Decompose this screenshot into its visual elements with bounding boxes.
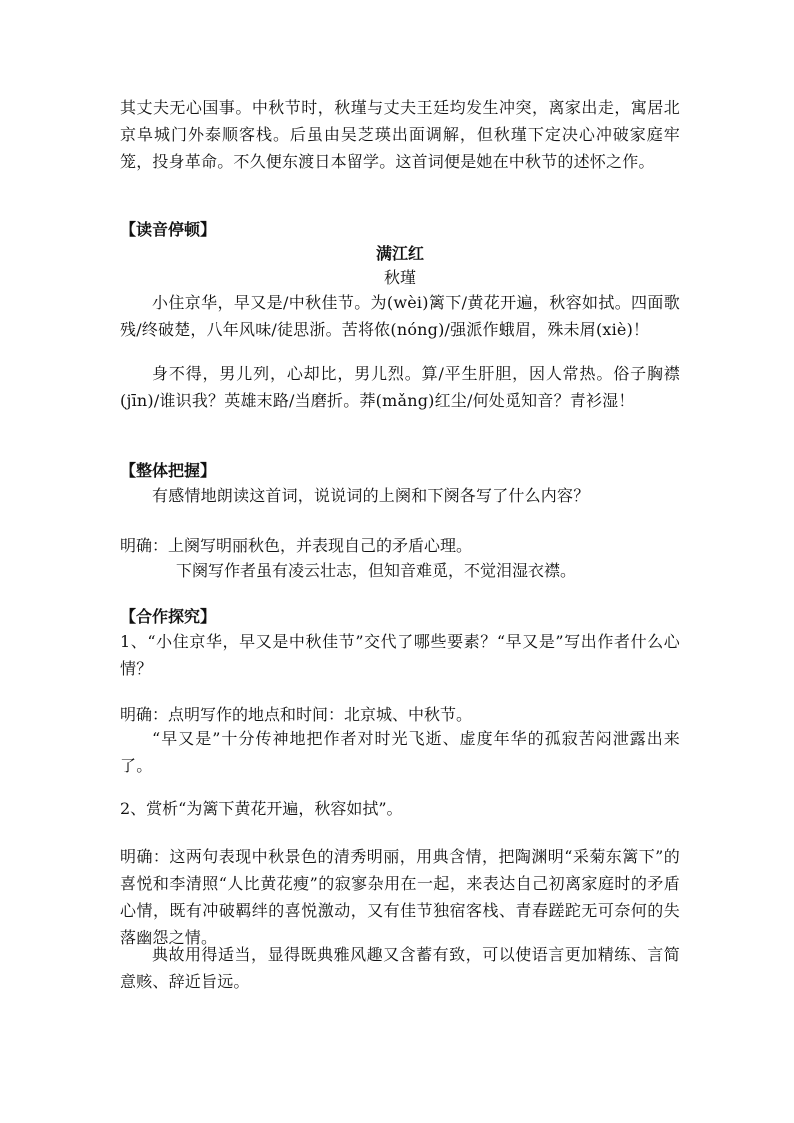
intro-paragraph: 其丈夫无心国事。中秋节时，秋瑾与丈夫王廷均发生冲突，离家出走，寓居北京阜城门外泰顺客栈。后虽由吴芝瑛出面调解，但秋瑾下定决心冲破家庭牢笼，投身革命。不久便东渡日本留学。这首词便是她在中秋节的述怀之作。 <box>120 98 680 171</box>
explore-answer-2-paragraph-2: 典故用得适当，显得既典雅风趣又含蓄有致，可以使语言更加精练、言简意赅、辞近旨远。 <box>120 945 680 991</box>
poem-stanza-1: 小住京华，早又是/中秋佳节。为(wèi)篱下/黄花开遍，秋容如拭。四面歌残/终破楚，八年风味/徒思浙。苦将侬(nóng)/强派作蛾眉，殊未屑(xiè)！ <box>120 293 680 339</box>
overview-answer-line-1: 明确：上阕写明丽秋色，并表现自己的矛盾心理。 <box>120 536 473 555</box>
overview-answer-line-2: 下阕写作者虽有凌云壮志，但知音难觅，不觉泪湿衣襟。 <box>176 561 577 580</box>
explore-question-2: 2、赏析“为篱下黄花开遍，秋容如拭”。 <box>120 799 403 818</box>
overview-heading: 【整体把握】 <box>120 461 217 480</box>
poem-author: 秋瑾 <box>383 268 416 287</box>
explore-question-1: 1、“小住京华，早又是中秋佳节”交代了哪些要素？“早又是”写出作者什么心情？ <box>120 632 680 678</box>
overview-question: 有感情地朗读这首词，说说词的上阕和下阕各写了什么内容？ <box>152 486 590 505</box>
explore-answer-1-line-1: 明确：点明写作的地点和时间：北京城、中秋节。 <box>120 705 473 724</box>
explore-heading: 【合作探究】 <box>120 607 217 626</box>
poem-title: 满江红 <box>375 244 424 263</box>
explore-answer-1-line-2: “早又是”十分传神地把作者对时光飞逝、虚度年华的孤寂苦闷泄露出来了。 <box>120 729 680 775</box>
explore-answer-2-paragraph-1: 明确：这两句表现中秋景色的清秀明丽，用典含情，把陶渊明“采菊东篱下”的喜悦和李清照“人比黄花瘦”的寂寥杂用在一起，来表达自己初离家庭时的矛盾心情，既有冲破羁绊的喜悦激动，又有佳节独宿客栈、青春蹉跎无可奈何的失落幽怨之情。 <box>120 847 680 947</box>
reading-heading: 【读音停顿】 <box>120 220 217 239</box>
poem-stanza-2: 身不得，男儿列，心却比，男儿烈。算/平生肝胆，因人常热。俗子胸襟(jīn)/谁识我？英雄末路/当磨折。莽(mǎng)红尘/何处觅知音？青衫湿！ <box>120 364 680 410</box>
